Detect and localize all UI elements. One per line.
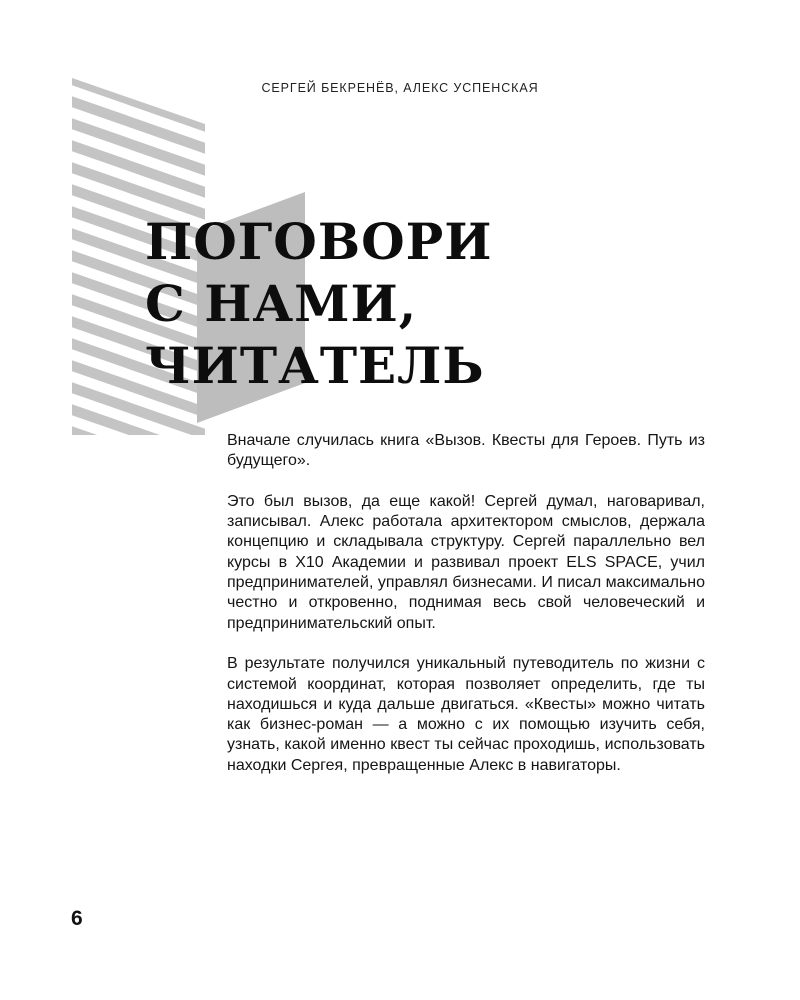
paragraph-3: В результате получился уникальный путеводитель по жизни с системой координат, которая позволяет определить, где ты находишься и куда дальше двигаться. «Квесты» можно читать как бизнес-роман — а можно с их помощью изучить себя, узнать, какой именно квест ты сейчас проходишь, использовать находки Сергея, превращенные Алекс в навигаторы.: [227, 655, 705, 774]
title-line-2: С НАМИ,: [145, 274, 418, 333]
running-head: СЕРГЕЙ БЕКРЕНЁВ, АЛЕКС УСПЕНСКАЯ: [261, 81, 539, 95]
title-line-1: ПОГОВОРИ: [145, 212, 493, 271]
body-text: [227, 431, 705, 796]
paragraph-1: Вначале случилась книга «Вызов. Квесты для Героев. Путь из будущего».: [227, 432, 705, 470]
title-line-3: ЧИТАТЕЛЬ: [145, 336, 485, 395]
chapter-title: [145, 211, 493, 397]
paragraph-2: Это был вызов, да еще какой! Сергей думал, наговаривал, записывал. Алекс работала архитектором смыслов, держала концепцию и складывала структуру. Сергей параллельно вел курсы в X10 Академии и развивал проект ELS SPACE, учил предпринимателей, управлял бизнесами. И писал максимально честно и откровенно, поднимая весь свой человеческий и предпринимательский опыт.: [227, 492, 705, 632]
page-number: 6: [71, 907, 83, 930]
stripe: [60, 444, 220, 511]
